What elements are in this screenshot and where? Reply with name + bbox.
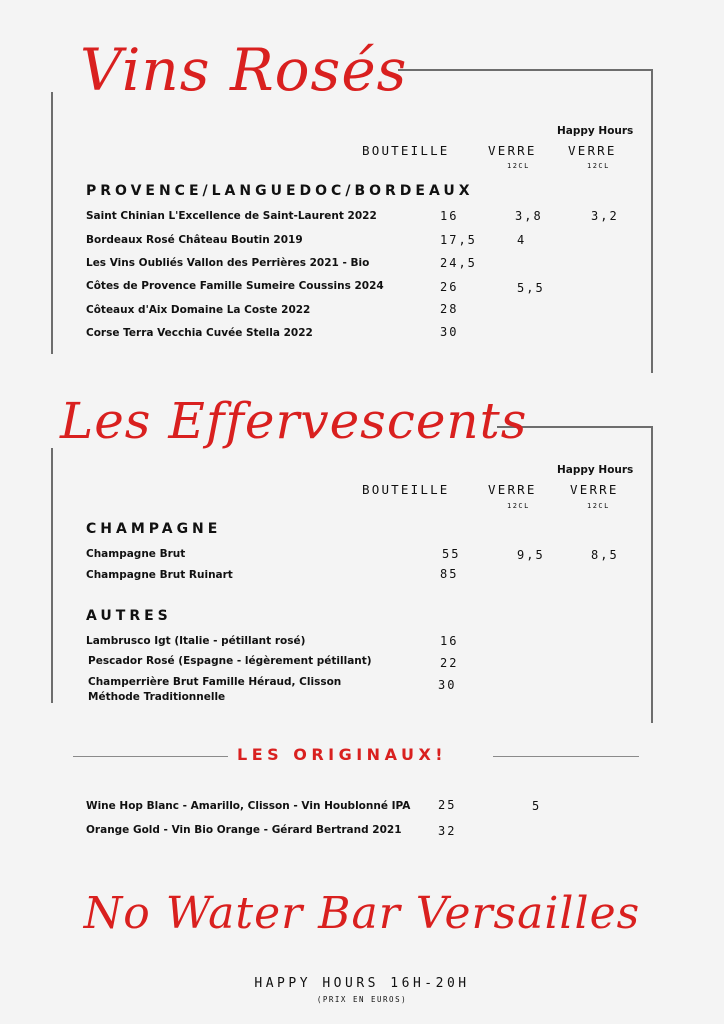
list-item: Wine Hop Blanc - Amarillo, Clisson - Vin Houblonné IPA: [86, 800, 411, 812]
list-item: Les Vins Oubliés Vallon des Perrières 2021 - Bio: [86, 257, 370, 269]
roses-col-verre: VERRE: [488, 143, 537, 158]
price-bouteille: 24,5: [440, 256, 477, 270]
price-bouteille: 30: [440, 325, 459, 339]
champagne-section-heading: CHAMPAGNE: [86, 521, 222, 537]
roses-section-heading: PROVENCE/LANGUEDOC/BORDEAUX: [86, 183, 474, 199]
price-bouteille: 16: [440, 634, 459, 648]
price-bouteille: 55: [442, 547, 461, 561]
price-bouteille: 16: [440, 209, 459, 223]
list-item-continuation: Méthode Traditionnelle: [88, 691, 226, 703]
price-bouteille: 28: [440, 302, 459, 316]
effervescents-col-verre: VERRE: [488, 482, 537, 497]
roses-sub-12cl: 12CL: [507, 162, 530, 170]
price-bouteille: 25: [438, 798, 457, 812]
list-item: Bordeaux Rosé Château Boutin 2019: [86, 234, 303, 246]
price-happy: 8,5: [591, 548, 619, 562]
effervescents-sub-12cl-happy: 12CL: [587, 502, 610, 510]
originaux-heading: LES ORIGINAUX!: [237, 745, 448, 764]
price-verre: 9,5: [517, 548, 545, 562]
list-item: Champagne Brut Ruinart: [86, 569, 233, 581]
price-bouteille: 32: [438, 824, 457, 838]
roses-sub-12cl-happy: 12CL: [587, 162, 610, 170]
price-verre: 4: [517, 233, 527, 247]
roses-left-line: [51, 92, 53, 354]
happy-hours-footer: HAPPY HOURS 16H-20H: [254, 976, 470, 991]
roses-title: Vins Rosés: [80, 36, 408, 104]
roses-col-verre-happy: VERRE: [568, 143, 617, 158]
list-item: Lambrusco Igt (Italie - pétillant rosé): [86, 635, 306, 647]
price-verre: 5,5: [517, 281, 545, 295]
list-item: Champerrière Brut Famille Héraud, Clisson: [88, 676, 342, 688]
price-bouteille: 17,5: [440, 233, 477, 247]
list-item: Pescador Rosé (Espagne - légèrement pétillant): [88, 655, 372, 667]
effervescents-title: Les Effervescents: [60, 392, 528, 450]
autres-section-heading: AUTRES: [86, 608, 172, 624]
price-verre: 5: [532, 799, 542, 813]
price-note: (PRIX EN EUROS): [316, 995, 408, 1004]
originaux-rule-right: [493, 756, 639, 757]
effervescents-col-bouteille: BOUTEILLE: [362, 482, 450, 497]
list-item: Corse Terra Vecchia Cuvée Stella 2022: [86, 327, 313, 339]
price-bouteille: 26: [440, 280, 459, 294]
price-bouteille: 85: [440, 567, 459, 581]
list-item: Côteaux d'Aix Domaine La Coste 2022: [86, 304, 311, 316]
price-verre: 3,8: [515, 209, 543, 223]
list-item: Saint Chinian L'Excellence de Saint-Laurent 2022: [86, 210, 377, 222]
effervescents-col-verre-happy: VERRE: [570, 482, 619, 497]
effervescents-sub-12cl: 12CL: [507, 502, 530, 510]
price-bouteille: 30: [438, 678, 457, 692]
bar-name: No Water Bar Versailles: [83, 888, 641, 939]
list-item: Côtes de Provence Famille Sumeire Coussins 2024: [86, 280, 384, 292]
roses-happy-hours-label: Happy Hours: [557, 125, 634, 137]
price-happy: 3,2: [591, 209, 619, 223]
roses-col-bouteille: BOUTEILLE: [362, 143, 450, 158]
originaux-rule-left: [73, 756, 228, 757]
price-bouteille: 22: [440, 656, 459, 670]
effervescents-left-line: [51, 448, 53, 703]
effervescents-happy-hours-label: Happy Hours: [557, 464, 634, 476]
list-item: Champagne Brut: [86, 548, 186, 560]
list-item: Orange Gold - Vin Bio Orange - Gérard Bertrand 2021: [86, 824, 402, 836]
